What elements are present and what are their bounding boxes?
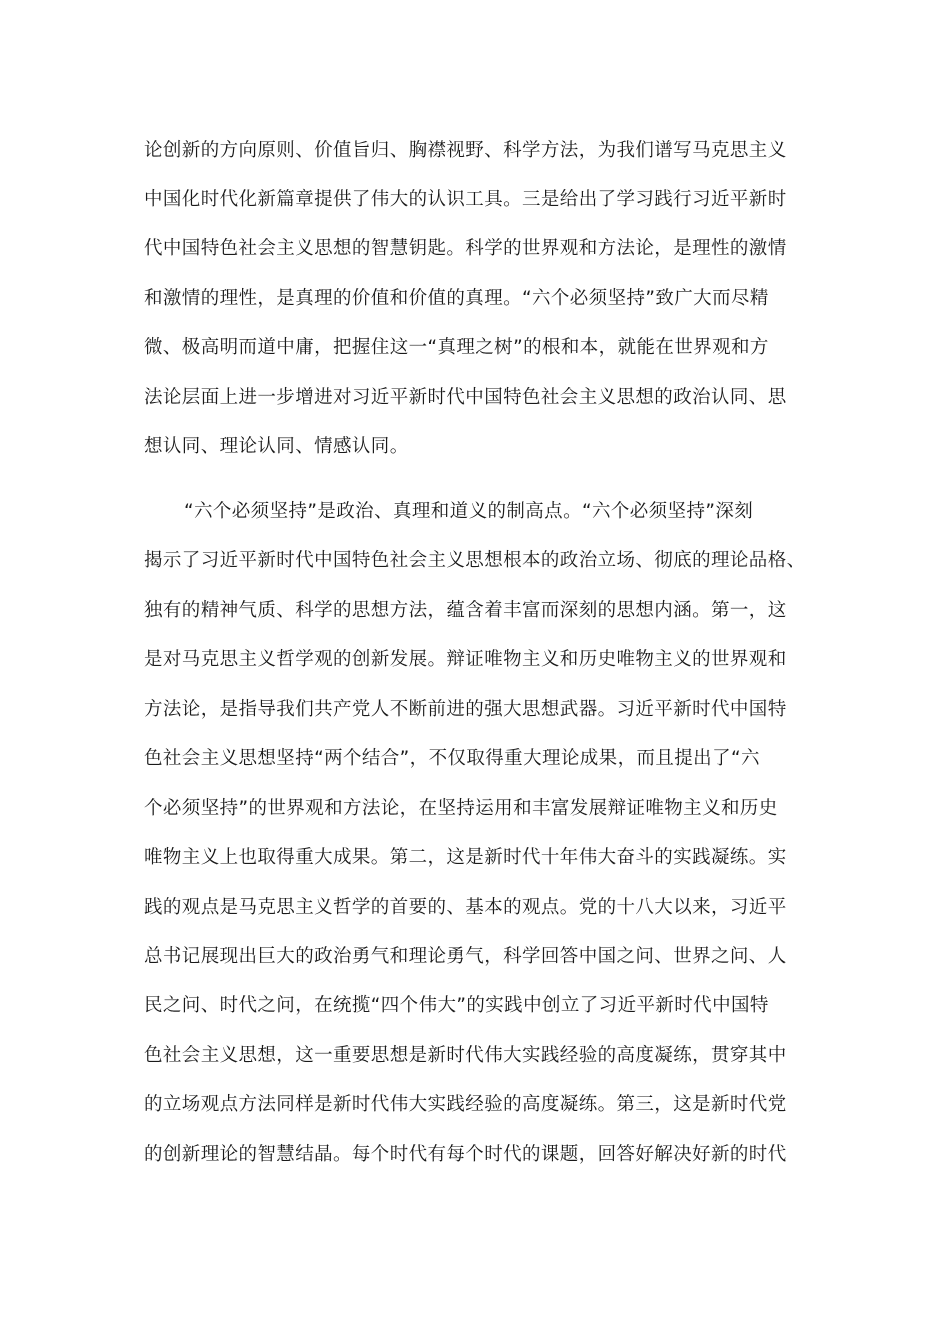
text-line: 的立场观点方法同样是新时代伟大实践经验的高度凝练。第三，这是新时代党 xyxy=(144,1094,787,1115)
text-line: 揭示了习近平新时代中国特色社会主义思想根本的政治立场、彻底的理论品格、 xyxy=(144,550,806,571)
text-line: 民之问、时代之问，在统揽“四个伟大”的实践中创立了习近平新时代中国特 xyxy=(144,995,769,1016)
text-line: 论创新的方向原则、价值旨归、胸襟视野、科学方法，为我们谱写马克思主义 xyxy=(144,140,787,161)
text-line: 践的观点是马克思主义哲学的首要的、基本的观点。党的十八大以来，习近平 xyxy=(144,897,787,918)
text-line: 的创新理论的智慧结晶。每个时代有每个时代的课题，回答好解决好新的时代 xyxy=(144,1144,787,1165)
text-line: 是对马克思主义哲学观的创新发展。辩证唯物主义和历史唯物主义的世界观和 xyxy=(144,649,787,670)
text-line: 总书记展现出巨大的政治勇气和理论勇气，科学回答中国之问、世界之问、人 xyxy=(144,946,787,967)
text-line: 色社会主义思想坚持“两个结合”，不仅取得重大理论成果，而且提出了“六 xyxy=(144,748,760,769)
text-line: 想认同、理论认同、情感认同。 xyxy=(144,436,409,457)
text-line: 个必须坚持”的世界观和方法论，在坚持运用和丰富发展辩证唯物主义和历史 xyxy=(144,798,778,819)
text-line: 色社会主义思想，这一重要思想是新时代伟大实践经验的高度凝练，贯穿其中 xyxy=(144,1045,787,1066)
text-line: 中国化时代化新篇章提供了伟大的认识工具。三是给出了学习践行习近平新时 xyxy=(144,189,787,210)
text-line: 和激情的理性，是真理的价值和价值的真理。“六个必须坚持”致广大而尽精 xyxy=(144,288,769,309)
text-line: 代中国特色社会主义思想的智慧钥匙。科学的世界观和方法论，是理性的激情 xyxy=(144,238,787,259)
text-line: 独有的精神气质、科学的思想方法，蕴含着丰富而深刻的思想内涵。第一，这 xyxy=(144,600,787,621)
text-line: 唯物主义上也取得重大成果。第二，这是新时代十年伟大奋斗的实践凝练。实 xyxy=(144,847,787,868)
text-line: 方法论，是指导我们共产党人不断前进的强大思想武器。习近平新时代中国特 xyxy=(144,699,787,720)
text-line: “六个必须坚持”是政治、真理和道义的制高点。“六个必须坚持”深刻 xyxy=(184,501,754,522)
text-line: 法论层面上进一步增进对习近平新时代中国特色社会主义思想的政治认同、思 xyxy=(144,387,787,408)
text-line: 微、极高明而道中庸，把握住这一“真理之树”的根和本，就能在世界观和方 xyxy=(144,337,769,358)
